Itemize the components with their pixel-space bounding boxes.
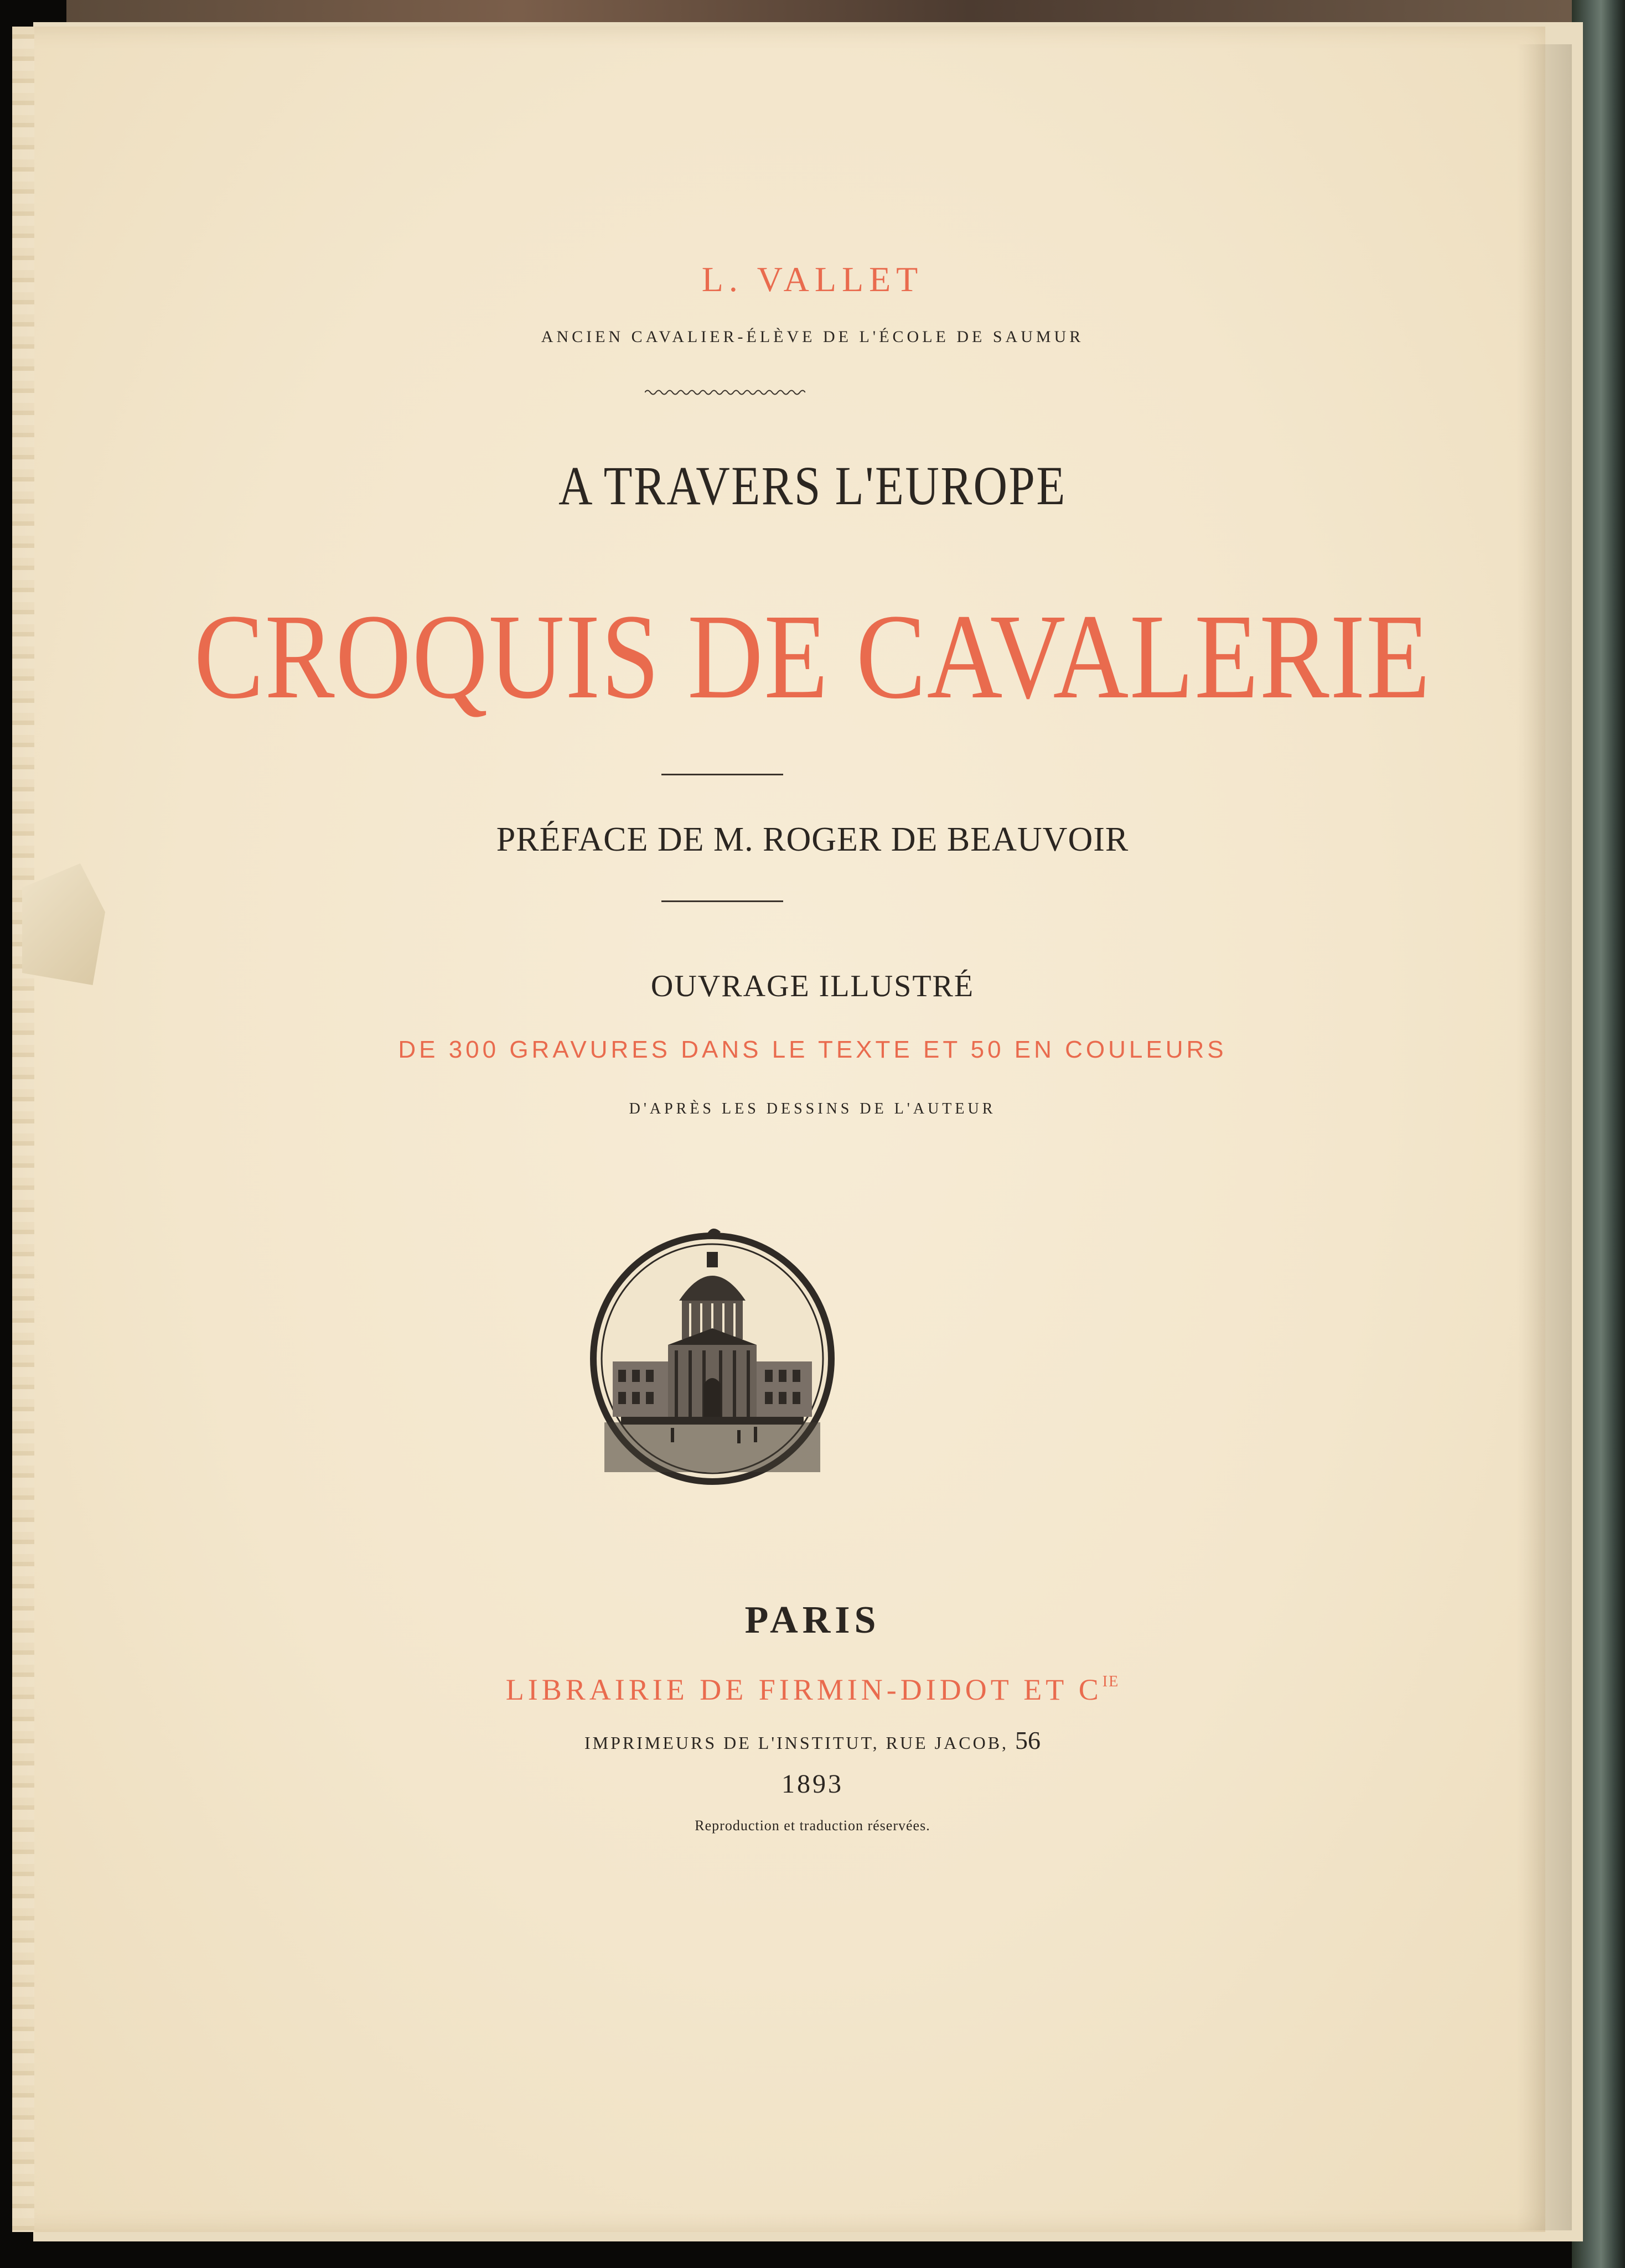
main-title: CROQUIS DE CAVALERIE — [194, 589, 1431, 724]
publication-city: PARIS — [744, 1599, 881, 1642]
page-shadow — [1517, 44, 1572, 2230]
preface-credit: PRÉFACE DE M. ROGER DE BEAUVOIR — [496, 821, 1129, 858]
torn-page-edge — [12, 27, 34, 2232]
publisher-name: LIBRAIRIE DE FIRMIN-DIDOT ET $C^{IE}$ — [505, 1673, 1120, 1706]
publisher-address: IMPRIMEURS DE L'INSTITUT, RUE JACOB, 56 — [584, 1726, 1041, 1754]
publisher-suffix: IE — [1102, 1673, 1120, 1690]
divider-rule — [661, 774, 783, 775]
rights-notice: Reproduction et traduction réservées. — [695, 1817, 930, 1834]
drawings-note: D'APRÈS LES DESSINS DE L'AUTEUR — [629, 1100, 996, 1117]
author-subtitle: ANCIEN CAVALIER-ÉLÈVE DE L'ÉCOLE DE SAUMUR — [541, 328, 1084, 346]
divider-rule — [661, 900, 783, 902]
engravings-note: DE 300 GRAVURES DANS LE TEXTE ET 50 EN COULEURS — [398, 1036, 1227, 1063]
institut-building-medallion-icon — [588, 1218, 837, 1489]
author-name: L. VALLET — [701, 260, 924, 299]
book-cover-top — [66, 0, 1572, 22]
title-page — [12, 27, 1545, 2232]
publication-year: 1893 — [782, 1769, 843, 1799]
illustrated-note: OUVRAGE ILLUSTRÉ — [650, 969, 975, 1003]
wavy-ornament — [645, 389, 805, 396]
series-title: A TRAVERS L'EUROPE — [558, 455, 1067, 516]
